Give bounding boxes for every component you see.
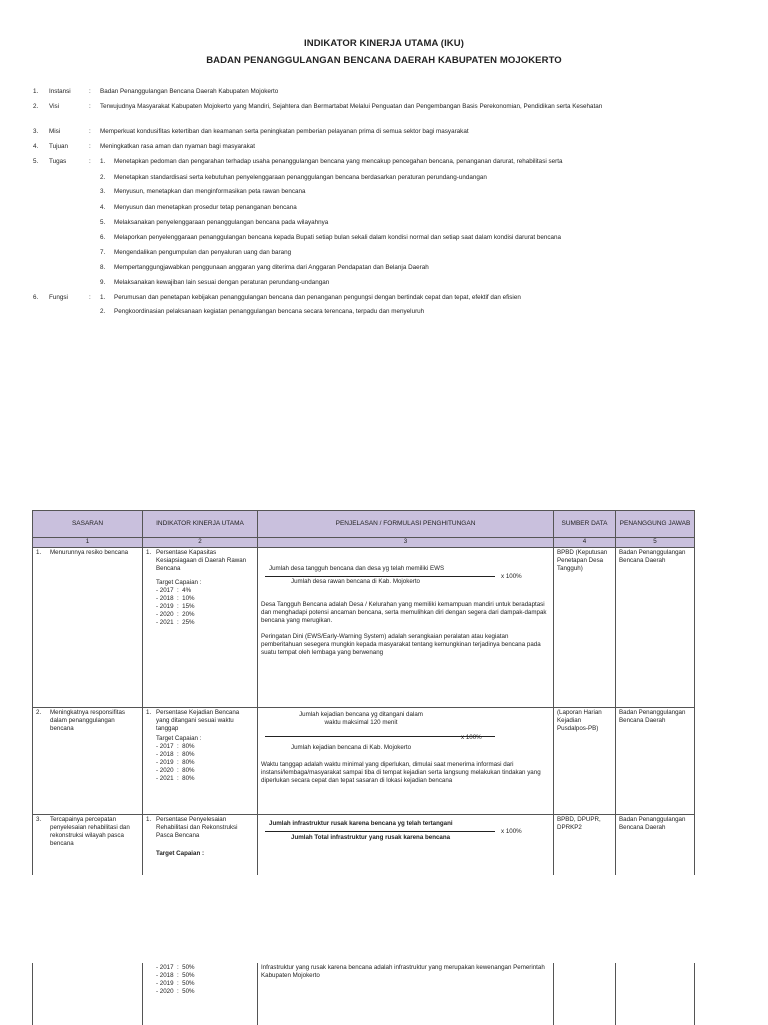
indikator-cell — [143, 815, 258, 875]
target-list — [156, 735, 254, 783]
sasaran-cell — [33, 815, 143, 875]
column-number: 4 — [554, 538, 616, 548]
penjelasan-cell — [258, 963, 554, 1025]
indikator-text: Persentase Penyelesaian Rehabilitasi dan Rekonstruksi Pasca Bencana — [156, 816, 238, 839]
penanggung-jawab-cell: Badan Penanggulangan Bencana Daerah — [616, 548, 695, 708]
formula-percent: x 100% — [501, 573, 522, 580]
document-title: INDIKATOR KINERJA UTAMA (IKU) — [304, 38, 464, 49]
target-label: Target Capaian : — [156, 850, 205, 857]
explanation-text: Waktu tanggap adalah waktu minimal yang diperlukan, dimulai saat menerima informasi dari instansi/lembaga/masyarakat sampai tiba di tempat kejadian serta langsung melakukan tindakan yang diperlukan secara cepat dan tepat sasaran di lokasi kejadian bencana — [261, 761, 541, 784]
info-colon: : — [89, 143, 91, 150]
column-number: 1 — [33, 538, 143, 548]
info-label: Visi — [49, 103, 60, 110]
target-item: - 2019 : 80% — [156, 759, 195, 766]
info-value: Terwujudnya Masyarakat Kabupaten Mojokerto yang Mandiri, Sejahtera dan Bermartabat Melalui Penguatan dan Pengembangan Basis Perekonomian, Pendidikan serta Kesehatan — [100, 103, 603, 110]
penjelasan-cell — [258, 548, 554, 708]
penanggung-jawab-cell: Badan Penanggulangan Bencana Daerah — [616, 815, 695, 875]
formula — [261, 816, 550, 848]
info-label: Tugas — [49, 158, 67, 165]
sasaran-num: 3. — [36, 816, 42, 823]
formula-numerator: Jumlah infrastruktur rusak karena bencana yg telah tertangani — [269, 820, 453, 827]
tugas-text: Menetapkan pedoman dan pengarahan terhadap usaha penanggulangan bencana yang mencakup pencegahan bencana, penanganan darurat, rehabilitasi serta — [114, 158, 563, 165]
indikator-num: 1. — [146, 549, 152, 556]
formula-percent: x 100% — [461, 734, 482, 741]
tugas-num: 4. — [100, 204, 106, 211]
fungsi-num: 2. — [100, 308, 106, 315]
header-sasaran: SASARAN — [33, 511, 143, 538]
tugas-text: Mempertanggungjawabkan penggunaan anggaran yang diterima dari Anggaran Pendapatan dan Belanja Daerah — [114, 264, 429, 271]
sasaran-text: Menurunnya resiko bencana — [50, 549, 129, 556]
tugas-num: 8. — [100, 264, 106, 271]
target-item: - 2020 : 80% — [156, 767, 195, 774]
indikator-text: Persentase Kejadian Bencana yang ditangani sesuai waktu tanggap — [156, 709, 240, 732]
target-label: Target Capaian : — [156, 579, 202, 586]
target-item: - 2017 : 4% — [156, 587, 192, 594]
tugas-text: Mengendalikan pengumpulan dan penyaluran uang dan barang — [114, 249, 292, 256]
tugas-text: Menyusun dan menetapkan prosedur tetap penanganan bencana — [114, 204, 297, 211]
indikator-text: Persentase Kapasitas Kesiapsiagaan di Daerah Rawan Bencana — [156, 549, 247, 572]
sasaran-num: 1. — [36, 549, 42, 556]
tugas-num: 7. — [100, 249, 106, 256]
header-indikator: INDIKATOR KINERJA UTAMA — [143, 511, 258, 538]
target-item: - 2017 : 80% — [156, 743, 195, 750]
tugas-text: Melaksanakan penyelenggaraan penanggulangan bencana pada wilayahnya — [114, 219, 329, 226]
table-row — [33, 963, 695, 1025]
indikator-num: 1. — [146, 816, 152, 823]
target-item: - 2019 : 50% — [156, 980, 195, 987]
target-item: - 2018 : 80% — [156, 751, 195, 758]
fraction-line — [265, 831, 495, 832]
info-value: Memperkuat kondusifitas ketertiban dan keamanan serta peningkatan pemberian pelayanan prima di semua sektor bagi masyarakat — [100, 128, 469, 135]
indikator-cell — [143, 708, 258, 815]
formula — [261, 563, 550, 593]
info-label: Instansi — [49, 88, 71, 95]
target-item: - 2018 : 50% — [156, 972, 195, 979]
target-item: - 2020 : 20% — [156, 611, 195, 618]
tugas-num: 3. — [100, 188, 106, 195]
column-number-row — [33, 538, 695, 548]
formula — [261, 709, 550, 755]
target-item: - 2021 : 25% — [156, 619, 195, 626]
tugas-num: 5. — [100, 219, 106, 226]
fungsi-text: Perumusan dan penetapan kebijakan penanggulangan bencana dan penanganan pengungsi dengan bertindak cepat dan tepat, efektif dan efisien — [114, 294, 521, 301]
table-row — [33, 815, 695, 875]
info-value: Meningkatkan rasa aman dan nyaman bagi masyarakat — [100, 143, 256, 150]
info-colon: : — [89, 103, 91, 110]
tugas-num: 1. — [100, 158, 106, 165]
target-item: - 2018 : 10% — [156, 595, 195, 602]
fungsi-text: Pengkoordinasian pelaksanaan kegiatan penanggulangan bencana secara terencana, terpadu dan menyeluruh — [114, 308, 425, 315]
header-sumber-data: SUMBER DATA — [554, 511, 616, 538]
tugas-num: 6. — [100, 234, 106, 241]
header-penjelasan: PENJELASAN / FORMULASI PENGHITUNGAN — [258, 511, 554, 538]
sasaran-cell — [33, 548, 143, 708]
info-label: Tujuan — [49, 143, 69, 150]
target-item: - 2021 : 80% — [156, 775, 195, 782]
tugas-text: Menetapkan standardisasi serta kebutuhan penyelenggaraan penanggulangan bencana berdasarkan peraturan perundang-undangan — [114, 174, 487, 181]
info-label: Fungsi — [49, 294, 68, 301]
explanation-text: Peringatan Dini (EWS/Early-Warning System) adalah serangkaian peralatan atau kegiatan pemberitahuan sesegera mungkin kepada masyarakat tentang kemungkinan terjadinya bencana pada suatu tempat oleh lembaga yang berwenang — [261, 633, 541, 656]
indikator-num: 1. — [146, 709, 152, 716]
header-penanggung-jawab: PENANGGUNG JAWAB — [616, 511, 695, 538]
sasaran-cell — [33, 708, 143, 815]
sasaran-cell — [33, 963, 143, 1025]
sumber-data-cell: BPBD (Keputusan Penetapan Desa Tangguh) — [554, 548, 616, 708]
indikator-cell — [143, 548, 258, 708]
formula-percent: x 100% — [501, 828, 522, 835]
info-label: Misi — [49, 128, 61, 135]
info-num: 5. — [33, 158, 39, 165]
penanggung-jawab-cell: Badan Penanggulangan Bencana Daerah — [616, 708, 695, 815]
iku-table-continuation — [32, 963, 695, 1025]
tugas-text: Menyusun, menetapkan dan menginformasikan peta rawan bencana — [114, 188, 306, 195]
formula-numerator: Jumlah kejadian bencana yg ditangani dalam waktu maksimal 120 menit — [299, 711, 423, 726]
explanation-text: Infrastruktur yang rusak karena bencana adalah infrastruktur yang merupakan kewenangan Pemerintah Kabupaten Mojokerto — [261, 964, 545, 979]
info-colon: : — [89, 88, 91, 95]
info-value: Badan Penanggulangan Bencana Daerah Kabupaten Mojokerto — [100, 88, 279, 95]
table-row — [33, 548, 695, 708]
sasaran-text: Tercapainya percepatan penyelesaian rehabilitasi dan rekonstruksi wilayah pasca bencana — [50, 816, 130, 847]
sumber-data-cell — [554, 963, 616, 1025]
target-item: - 2017 : 50% — [156, 964, 195, 971]
table-row — [33, 708, 695, 815]
tugas-num: 9. — [100, 279, 106, 286]
sasaran-text: Meningkatnya responsifitas dalam penanggulangan bencana — [50, 709, 125, 732]
sasaran-num: 2. — [36, 709, 42, 716]
info-num: 4. — [33, 143, 39, 150]
tugas-text: Melaporkan penyelenggaraan penanggulangan bencana kepada Bupati setiap bulan sekali dalam kondisi normal dan setiap saat dalam kondisi darurat bencana — [114, 234, 562, 241]
iku-table — [32, 510, 695, 875]
sumber-data-cell: BPBD, DPUPR, DPRKP2 — [554, 815, 616, 875]
target-item: - 2019 : 15% — [156, 603, 195, 610]
target-list — [156, 579, 254, 627]
info-num: 2. — [33, 103, 39, 110]
column-number: 5 — [616, 538, 695, 548]
target-label: Target Capaian : — [156, 735, 202, 742]
info-num: 3. — [33, 128, 39, 135]
info-num: 6. — [33, 294, 39, 301]
info-colon: : — [89, 294, 91, 301]
info-num: 1. — [33, 88, 39, 95]
formula-denominator: Jumlah Total infrastruktur yang rusak karena bencana — [291, 834, 451, 841]
sumber-data-cell: (Laporan Harian Kejadian Pusdalpos-PB) — [554, 708, 616, 815]
column-number: 3 — [258, 538, 554, 548]
explanation-text: Desa Tangguh Bencana adalah Desa / Kelurahan yang memiliki kemampuan mandiri untuk beradaptasi dan menghadapi potensi ancaman bencana, serta memulihkan diri dengan segera dari dampak-dampak bencana yang merugikan. — [261, 601, 547, 624]
formula-denominator: Jumlah kejadian bencana di Kab. Mojokerto — [291, 744, 412, 751]
info-colon: : — [89, 158, 91, 165]
penanggung-jawab-cell — [616, 963, 695, 1025]
formula-denominator: Jumlah desa rawan bencana di Kab. Mojokerto — [291, 578, 420, 585]
agency-title: BADAN PENANGGULANGAN BENCANA DAERAH KABUPATEN MOJOKERTO — [206, 55, 562, 66]
indikator-cell — [143, 963, 258, 1025]
info-colon: : — [89, 128, 91, 135]
target-item: - 2020 : 50% — [156, 988, 195, 995]
formula-numerator: Jumlah desa tangguh bencana dan desa yg telah memiliki EWS — [269, 565, 445, 572]
penjelasan-cell — [258, 815, 554, 875]
column-number: 2 — [143, 538, 258, 548]
tugas-num: 2. — [100, 174, 106, 181]
tugas-text: Melaksanakan kewajiban lain sesuai dengan peraturan perundang-undangan — [114, 279, 330, 286]
fraction-line — [265, 576, 495, 577]
fungsi-num: 1. — [100, 294, 106, 301]
penjelasan-cell — [258, 708, 554, 815]
target-list — [156, 964, 254, 996]
